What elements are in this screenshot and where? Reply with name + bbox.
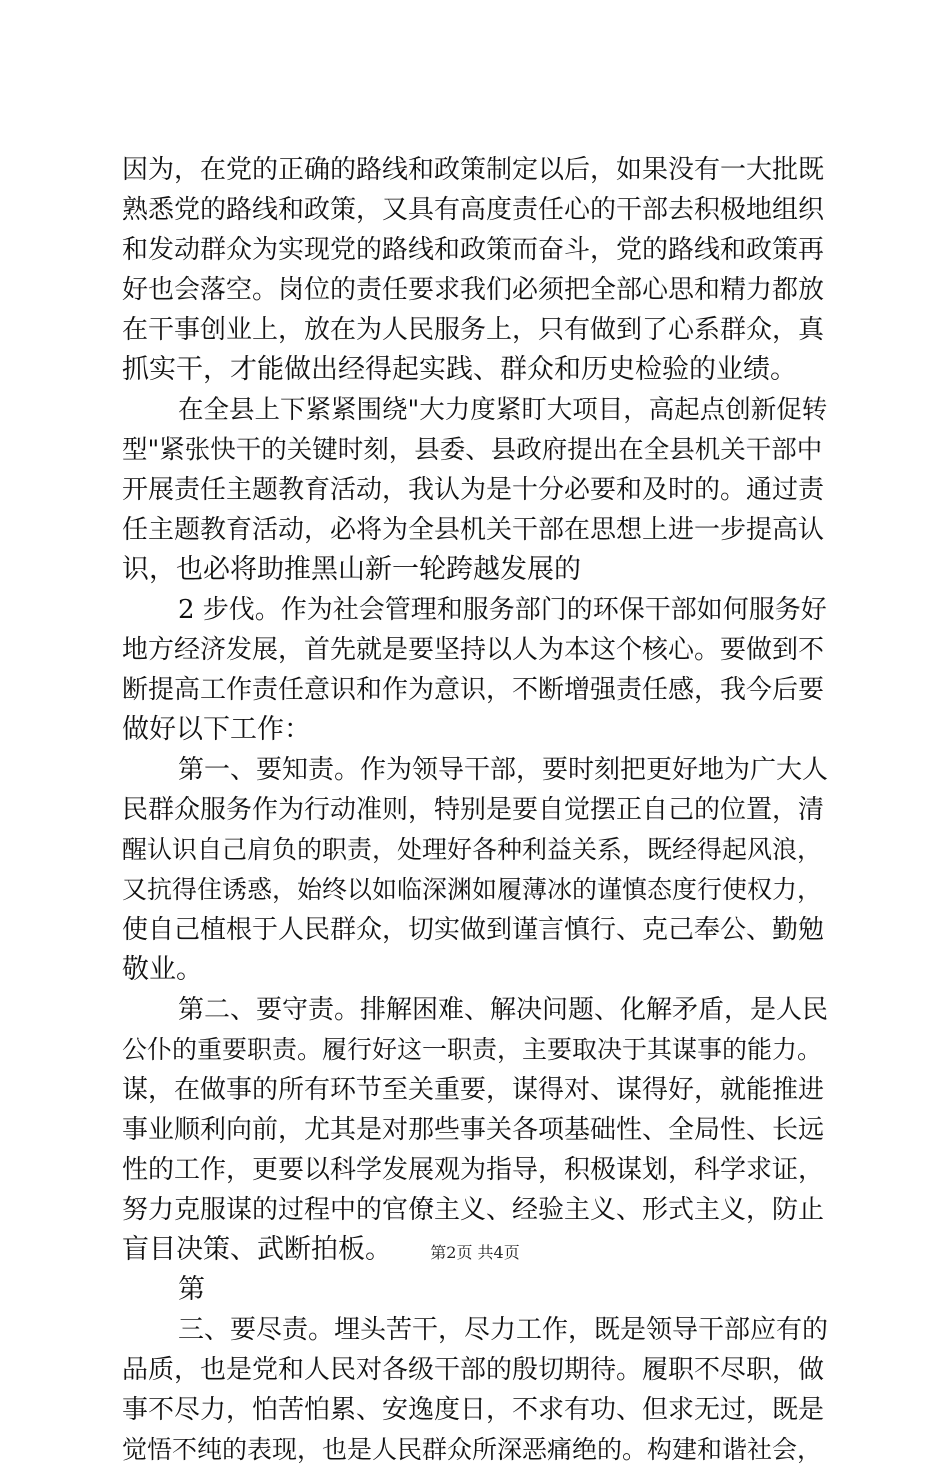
text-line: 因为，在党的正确的路线和政策制定以后，如果没有一大批既 xyxy=(122,155,825,185)
text-line: 熟悉党的路线和政策，又具有高度责任心的干部去积极地组织 xyxy=(122,195,825,225)
text-line: 第二、要守责。排解困难、解决问题、化解矛盾，是人民 xyxy=(178,995,829,1025)
text-line: 努力克服谋的过程中的官僚主义、经验主义、形式主义，防止 xyxy=(122,1195,825,1225)
document-body xyxy=(122,150,834,1470)
text-line: 和发动群众为实现党的路线和政策而奋斗，党的路线和政策再 xyxy=(122,235,825,265)
text-line: 型"紧张快干的关键时刻，县委、县政府提出在全县机关干部中 xyxy=(122,435,823,465)
text-line: 性的工作，更要以科学发展观为指导，积极谋划，科学求证， xyxy=(122,1155,825,1185)
text-line: 公仆的重要职责。履行好这一职责，主要取决于其谋事的能力。 xyxy=(122,1035,823,1064)
text-line: 盲目决策、武断拍板。 xyxy=(122,1234,392,1265)
text-line: 任主题教育活动，必将为全县机关干部在思想上进一步提高认 xyxy=(122,515,825,545)
page-footer: 第2页 共4页 xyxy=(430,1243,520,1262)
text-line: 开展责任主题教育活动，我认为是十分必要和及时的。通过责 xyxy=(122,475,825,505)
text-line: 醒认识自己肩负的职责，处理好各种利益关系，既经得起风浪， xyxy=(122,835,823,864)
text-line: 三、要尽责。埋头苦干，尽力工作，既是领导干部应有的 xyxy=(178,1315,829,1345)
text-line: 好也会落空。岗位的责任要求我们必须把全部心思和精力都放 xyxy=(122,275,825,305)
text-line: 敬业。 xyxy=(122,954,203,985)
text-line: 断提高工作责任意识和作为意识，不断增强责任感，我今后要 xyxy=(122,675,825,705)
text-line: 在干事创业上，放在为人民服务上，只有做到了心系群众，真 xyxy=(122,315,825,345)
text-line: 谋，在做事的所有环节至关重要，谋得对、谋得好，就能推进 xyxy=(122,1075,825,1105)
text-line: 第 xyxy=(178,1274,205,1305)
text-line: 使自己植根于人民群众，切实做到谨言慎行、克己奉公、勤勉 xyxy=(122,915,825,945)
text-line: 民群众服务作为行动准则，特别是要自觉摆正自己的位置，清 xyxy=(122,795,825,825)
text-line: 地方经济发展，首先就是要坚持以人为本这个核心。要做到不 xyxy=(122,635,825,665)
text-line: 抓实干，才能做出经得起实践、群众和历史检验的业绩。 xyxy=(122,354,797,385)
text-line: 2 步伐。作为社会管理和服务部门的环保干部如何服务好 xyxy=(178,595,827,625)
text-line: 在全县上下紧紧围绕"大力度紧盯大项目，高起点创新促转 xyxy=(178,395,828,425)
text-line: 又抗得住诱惑，始终以如临深渊如履薄冰的谨慎态度行使权力， xyxy=(122,875,823,904)
text-line: 品质，也是党和人民对各级干部的殷切期待。履职不尽职，做 xyxy=(122,1355,825,1385)
text-line: 第一、要知责。作为领导干部，要时刻把更好地为广大人 xyxy=(178,755,829,785)
text-line: 识，也必将助推黑山新一轮跨越发展的 xyxy=(122,554,581,585)
text-line: 觉悟不纯的表现，也是人民群众所深恶痛绝的。构建和谐社会， xyxy=(122,1435,823,1464)
text-line: 事业顺利向前，尤其是对那些事关各项基础性、全局性、长远 xyxy=(122,1115,825,1145)
text-line: 事不尽力，怕苦怕累、安逸度日，不求有功、但求无过，既是 xyxy=(122,1395,825,1425)
text-line: 做好以下工作： xyxy=(122,714,311,745)
